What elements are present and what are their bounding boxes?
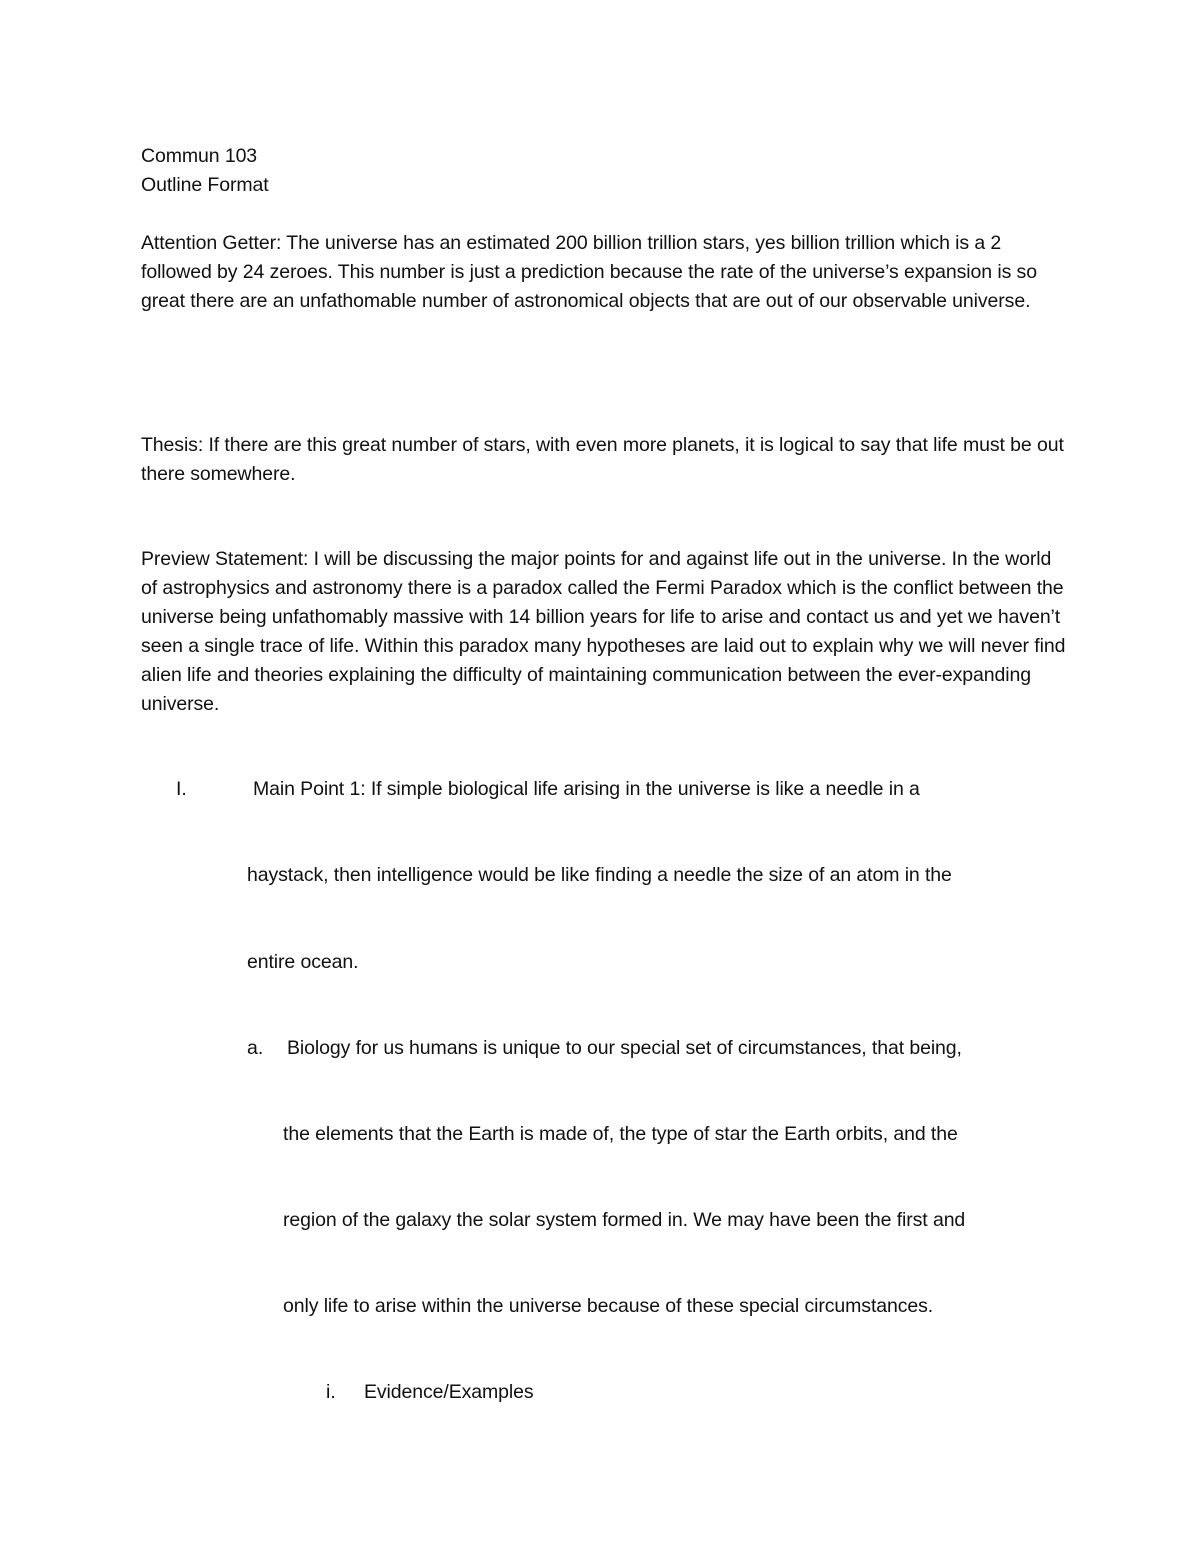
main-point-1-line-3: entire ocean. <box>247 951 359 973</box>
thesis-paragraph: Thesis: If there are this great number of stars, with even more planets, it is logical to say that life must be out there somewhere. <box>141 434 1064 485</box>
sub-point-a-line-4: only life to arise within the universe because of these special circumstances. <box>283 1295 934 1317</box>
main-point-1-line-2: haystack, then intelligence would be like finding a needle the size of an atom in the <box>247 864 952 886</box>
outline-marker-roman-1: I. <box>176 778 187 800</box>
preview-statement-paragraph: Preview Statement: I will be discussing the major points for and against life out in the universe. In the world of astrophysics and astronomy there is a paradox called the Fermi Paradox which is the conflict between the universe being unfathomably massive with 14 billion years for life to arise and contact us and yet we haven’t seen a single trace of life. Within this paradox many hypotheses are laid out to explain why we will never find alien life and theories explaining the difficulty of maintaining communication between the ever-expanding universe. <box>141 548 1066 715</box>
sub-point-a-line-1: Biology for us humans is unique to our special set of circumstances, that being, <box>287 1037 962 1059</box>
sub-point-i-text: Evidence/Examples <box>364 1381 534 1403</box>
course-title: Commun 103 <box>141 145 258 167</box>
sub-point-a-line-2: the elements that the Earth is made of, the type of star the Earth orbits, and the <box>283 1123 958 1145</box>
sub-point-a-line-3: region of the galaxy the solar system formed in. We may have been the first and <box>283 1209 966 1231</box>
attention-getter-paragraph: Attention Getter: The universe has an estimated 200 billion trillion stars, yes billion trillion which is a 2 followed by 24 zeroes. This number is just a prediction because the rate of the universe’s expansion is so great there are an unfathomable number of astronomical objects that are out of our observable universe. <box>141 232 1037 312</box>
outline-marker-i: i. <box>326 1381 336 1403</box>
main-point-1-line-1: Main Point 1: If simple biological life arising in the universe is like a needle in a <box>253 778 920 800</box>
document-subtitle: Outline Format <box>141 174 269 196</box>
outline-marker-a: a. <box>247 1037 264 1059</box>
